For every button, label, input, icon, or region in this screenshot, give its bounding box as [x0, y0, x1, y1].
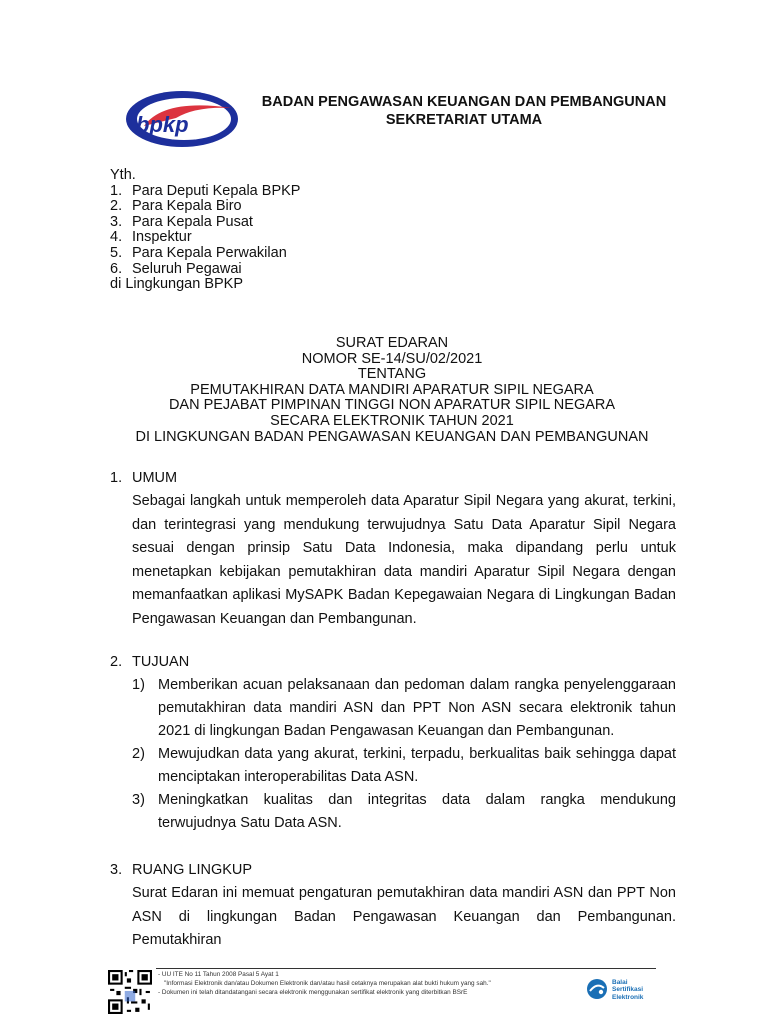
section-umum — [110, 468, 676, 631]
document-heading — [100, 336, 684, 445]
letterhead — [124, 88, 744, 152]
recipients-block — [110, 168, 300, 293]
heading-line: PEMUTAKHIRAN DATA MANDIRI APARATUR SIPIL NEGARA — [190, 381, 594, 398]
org-line-2: SEKRETARIAT UTAMA — [385, 112, 543, 128]
section-ruang-lingkup — [110, 860, 676, 953]
recipient-item: 2. Para Kepala Biro — [110, 198, 242, 215]
heading-line: NOMOR SE-14/SU/02/2021 — [301, 350, 483, 367]
heading-line: SURAT EDARAN — [335, 335, 449, 351]
section-title: 1. UMUM — [110, 470, 178, 486]
section-title: 3. RUANG LINGKUP — [110, 862, 253, 878]
qr-code-icon — [108, 970, 152, 1014]
recipient-location: di Lingkungan BPKP — [110, 276, 244, 293]
heading-line: DAN PEJABAT PIMPINAN TINGGI NON APARATUR SIPIL NEGARA — [168, 397, 616, 414]
list-item: 1) Memberikan acuan pelaksanaan dan pedoman dalam rangka penyelenggaraan pemutakhiran data mandiri ASN dan PPT Non ASN secara elektronik tahun 2021 di lingkungan Badan Pengawasan Keuangan dan Pembangunan. — [132, 677, 676, 739]
section-body: Surat Edaran ini memuat pengaturan pemutakhiran data mandiri ASN dan PPT Non ASN di lingkungan Badan Pengawasan Keuangan dan Pembangunan. Pemutakhiran — [132, 885, 676, 948]
objective-list — [132, 674, 676, 835]
section-title: 2. TUJUAN — [110, 654, 190, 670]
footer-divider — [156, 968, 656, 969]
bsre-logo — [586, 978, 666, 1006]
list-item: 2) Mewujudkan data yang akurat, terkini, terpadu, berkualitas baik sehingga dapat menciptakan interoperabilitas Data ASN. — [132, 746, 676, 785]
heading-line: DI LINGKUNGAN BADAN PENGAWASAN KEUANGAN DAN PEMBANGUNAN — [135, 428, 649, 445]
bsre-label: Balai Sertifikasi Elektronik — [612, 979, 644, 1001]
bpkp-logo — [124, 88, 242, 150]
section-body: Sebagai langkah untuk memperoleh data Aparatur Sipil Negara yang akurat, terkini, dan terintegrasi yang mendukung terwujudnya Satu Data Aparatur Sipil Negara sesuai dengan prinsip Satu Data Indonesia, maka dipandang perlu untuk menetapkan kebijakan pemutakhiran data mandiri Aparatur Sipil Negara dengan memanfaatkan aplikasi MySAPK Badan Kepegawaian Negara di Lingkungan Badan Pengawasan Keuangan dan Pembangunan. — [132, 493, 676, 627]
heading-line: SECARA ELEKTRONIK TAHUN 2021 — [270, 412, 514, 429]
footer-legal-text: - UU ITE No 11 Tahun 2008 Pasal 5 Ayat 1 "Informasi Elektronik dan/atau Dokumen Elektronik dan/atau hasil cetaknya merupakan alat bukti hukum yang sah." - Dokumen ini telah ditandatangani secara elektronik menggunakan sertifikat elektronik yang diterbitkan BSrE — [158, 971, 491, 996]
bsre-emblem-icon — [586, 978, 608, 1000]
section-tujuan — [110, 652, 676, 835]
logo-text: bpkp — [136, 112, 189, 137]
recipient-item: 5. Para Kepala Perwakilan — [110, 244, 287, 261]
organization-name — [248, 93, 680, 129]
salutation: Yth. — [110, 167, 136, 183]
recipient-item: 6. Seluruh Pegawai — [110, 260, 242, 277]
heading-line: TENTANG — [357, 366, 427, 383]
recipient-item: 3. Para Kepala Pusat — [110, 213, 253, 230]
recipient-item: 1. Para Deputi Kepala BPKP — [110, 182, 301, 199]
org-line-1: BADAN PENGAWASAN KEUANGAN DAN PEMBANGUNAN — [261, 94, 667, 110]
signature-footer — [108, 964, 656, 1020]
recipient-item: 4. Inspektur — [110, 229, 192, 246]
list-item: 3) Meningkatkan kualitas dan integritas data dalam rangka mendukung terwujudnya Satu Data ASN. — [132, 792, 676, 831]
